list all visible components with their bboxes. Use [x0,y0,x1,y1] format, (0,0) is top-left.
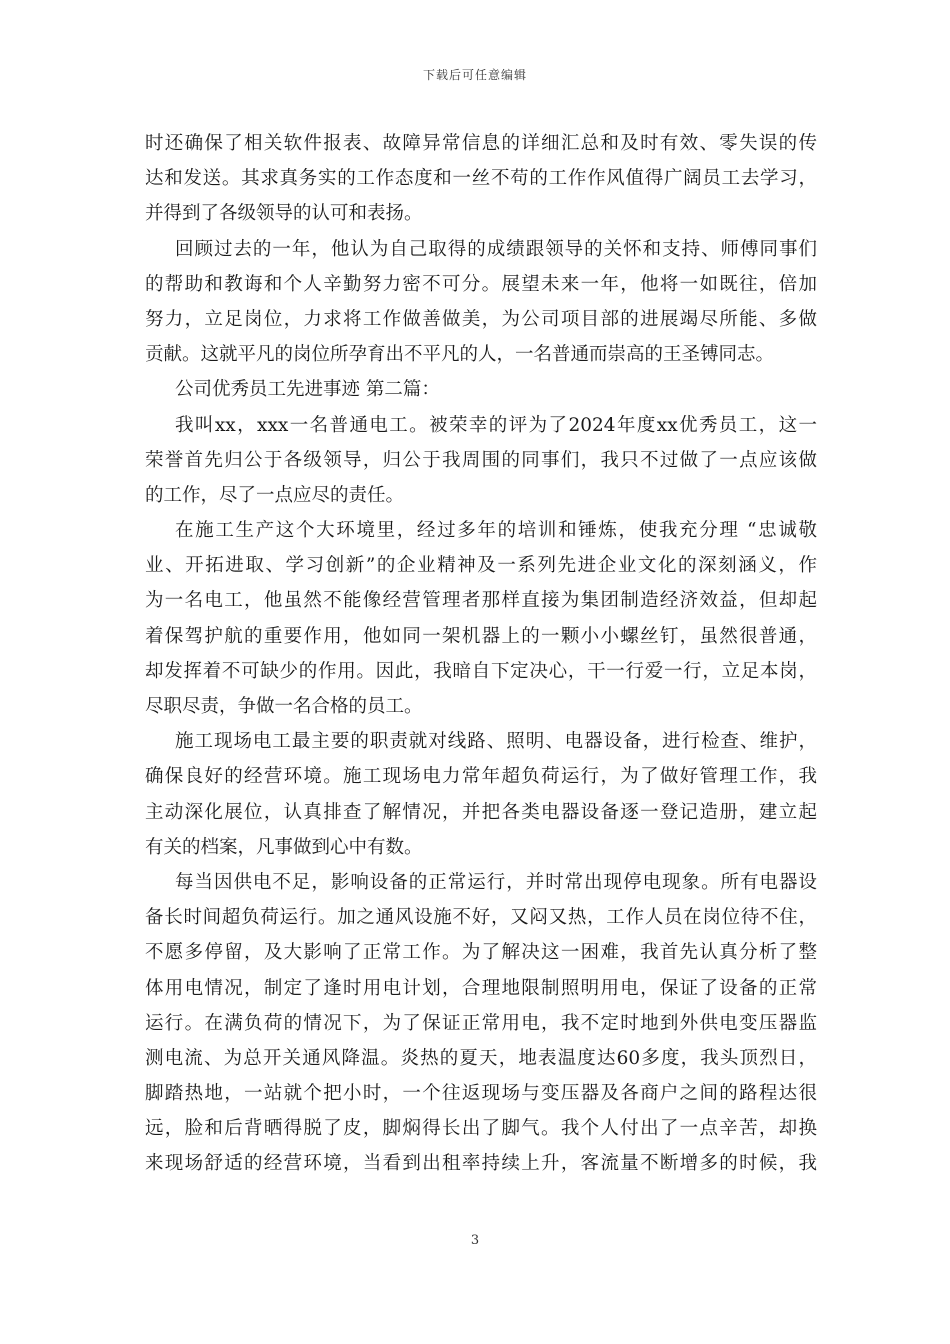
page-header: 下载后可任意编辑 [422,68,527,82]
text-line: 的帮助和教诲和个人辛勤努力密不可分。展望未来一年，他将一如既往，倍加 [145,273,817,295]
text-line: 备长时间超负荷运行。加之通风设施不好，又闷又热，工作人员在岗位待不住， [145,907,817,929]
text-line: 尽职尽责，争做一名合格的员工。 [145,696,423,717]
text-line: 每当因供电不足，影响设备的正常运行，并时常出现停电现象。所有电器设 [175,871,817,893]
text-line: 贡献。这就平凡的岗位所孕育出不平凡的人，一名普通而崇高的王圣镈同志。 [145,344,775,366]
text-line: 有关的档案，凡事做到心中有数。 [145,836,423,858]
text-line: 主动深化展位，认真排查了解情况，并把各类电器设备逐一登记造册，建立起 [145,801,817,823]
text-line: 施工现场电工最主要的职责就对线路、照明、电器设备，进行检查、维护， [175,731,817,753]
text-line: 达和发送。其求真务实的工作态度和一丝不苟的工作作风值得广阔员工去学习， [145,168,817,190]
text-line: 努力，立足岗位，力求将工作做善做美，为公司项目部的进展竭尽所能、多做 [145,308,817,330]
page-number: 3 [470,1233,480,1248]
text-line: 确保良好的经营环境。施工现场电力常年超负荷运行，为了做好管理工作，我 [145,766,817,788]
text-line: 回顾过去的一年，他认为自己取得的成绩跟领导的关怀和支持、师傅同事们 [175,238,817,260]
text-line: 测电流、为总开关通风降温。炎热的夏天，地表温度达60多度，我头顶烈日， [145,1047,817,1069]
text-line: 来现场舒适的经营环境，当看到出租率持续上升，客流量不断增多的时候，我 [145,1153,817,1175]
text-line: 业、开拓进取、学习创新”的企业精神及一系列先进企业文化的深刻涵义，作 [145,555,817,577]
text-line: 运行。在满负荷的情况下，为了保证正常用电，我不定时地到外供电变压器监 [145,1012,817,1034]
text-line: 着保驾护航的重要作用，他如同一架机器上的一颗小小螺丝钉，虽然很普通， [145,625,817,647]
text-line: 的工作，尽了一点应尽的责任。 [145,484,405,506]
text-line: 不愿多停留，及大影响了正常工作。为了解决这一困难，我首先认真分析了整 [145,942,817,964]
text-line: 在施工生产这个大环境里，经过多年的培训和锤炼，使我充分理 “忠诚敬 [175,520,817,542]
text-line: 荣誉首先归公于各级领导，归公于我周围的同事们，我只不过做了一点应该做 [145,449,817,471]
text-line: 时还确保了相关软件报表、故障异常信息的详细汇总和及时有效、零失误的传 [145,133,817,154]
text-line: 体用电情况，制定了逢时用电计划，合理地限制照明用电，保证了设备的正常 [145,977,817,999]
text-line: 脚踏热地，一站就个把小时，一个往返现场与变压器及各商户之间的路程达很 [145,1083,817,1105]
text-line: 为一名电工，他虽然不能像经营管理者那样直接为集团制造经济效益，但却起 [145,590,817,612]
text-line: 却发挥着不可缺少的作用。因此，我暗自下定决心，干一行爱一行，立足本岗， [145,660,817,682]
text-line: 远，脸和后背晒得脱了皮，脚焖得长出了脚气。我个人付出了一点辛苦，却换 [145,1118,817,1140]
document-body [145,126,817,1182]
text-line: 我叫xx，xxx一名普通电工。被荣幸的评为了2024年度xx优秀员工，这一 [175,414,817,436]
text-line: 并得到了各级领导的认可和表扬。 [145,203,423,225]
text-line: 公司优秀员工先进事迹 第二篇： [175,379,440,401]
